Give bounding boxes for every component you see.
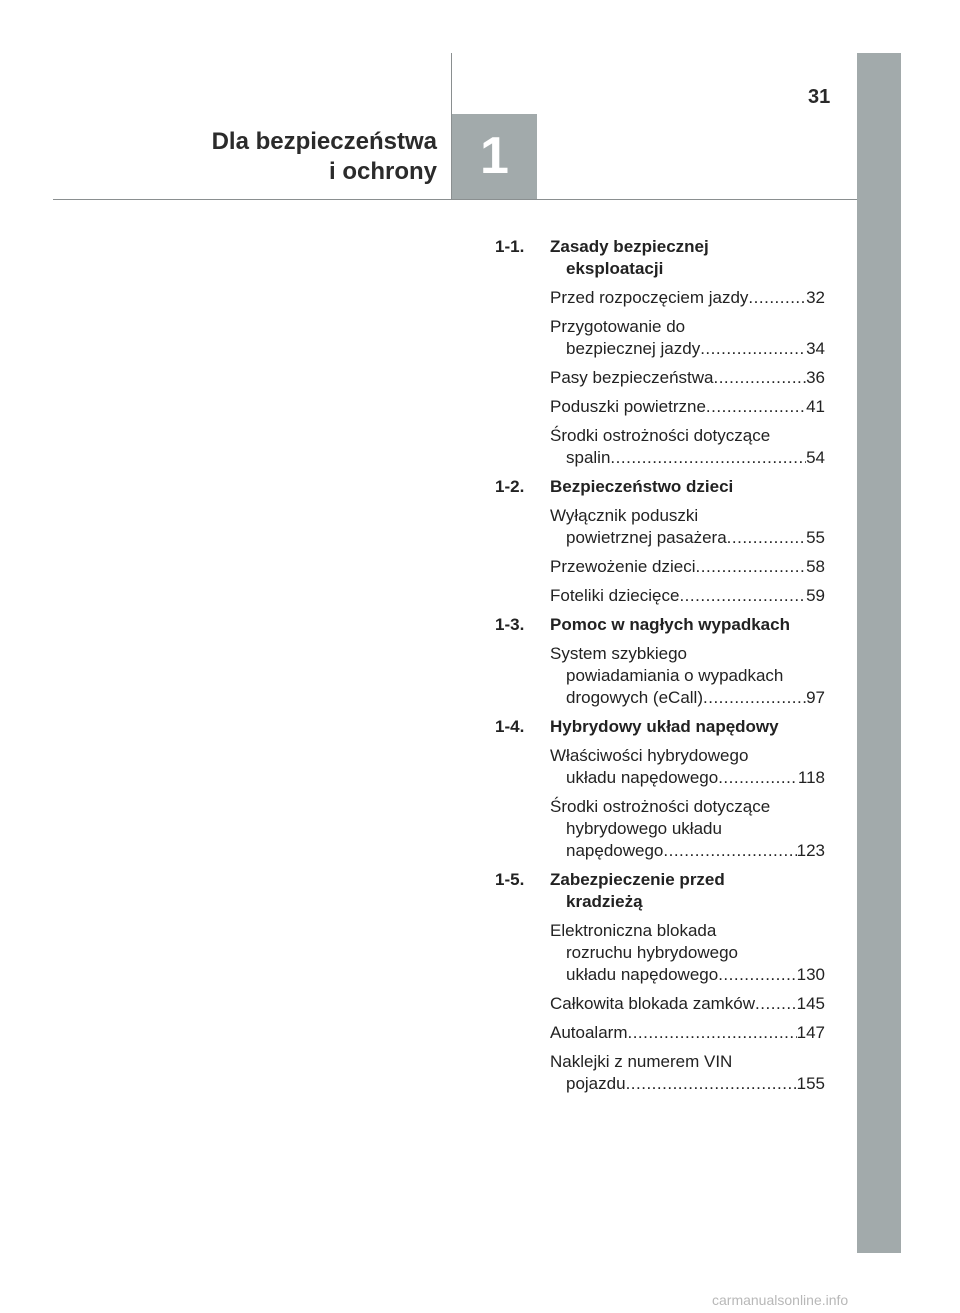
toc-entry-text: Foteliki dziecięce — [550, 586, 680, 605]
dot-leader — [706, 396, 806, 418]
toc-entry[interactable] — [550, 396, 825, 418]
toc-entry-page: 147 — [796, 1023, 825, 1042]
toc-entry-text: Całkowita blokada zamków — [550, 994, 756, 1013]
chapter-title — [212, 127, 437, 187]
toc-entry-text: układu napędowego — [566, 965, 719, 984]
toc-section — [495, 614, 825, 709]
toc-entry-text: Właściwości hybrydowego — [550, 746, 749, 765]
dot-leader — [700, 338, 806, 360]
section-number: 1-5. — [495, 870, 525, 889]
section-title-line: eksploatacji — [566, 259, 664, 278]
toc-entry-page: 145 — [796, 994, 825, 1013]
toc-entry-text: pojazdu — [566, 1074, 626, 1093]
dot-leader — [718, 964, 796, 986]
section-heading[interactable] — [495, 476, 825, 498]
toc-entry[interactable] — [550, 1022, 825, 1044]
section-title-line: Bezpieczeństwo dzieci — [550, 477, 734, 496]
toc-entry[interactable] — [550, 993, 825, 1015]
toc-entry-text: Środki ostrożności dotyczące — [550, 426, 771, 445]
toc-entry[interactable] — [550, 796, 825, 862]
toc-entry-text: powiadamiania o wypadkach — [566, 666, 784, 685]
toc-entry-text: Naklejki z numerem VIN — [550, 1052, 733, 1071]
toc-entry-text: Środki ostrożności dotyczące — [550, 797, 771, 816]
page-number: 31 — [808, 86, 831, 108]
toc-entry[interactable] — [550, 643, 825, 709]
section-title-line: Pomoc w nagłych wypadkach — [550, 615, 790, 634]
dot-leader — [713, 367, 806, 389]
toc-entry-page: 55 — [806, 528, 825, 547]
section-heading[interactable] — [495, 869, 825, 913]
toc-section — [495, 236, 825, 469]
dot-leader — [718, 767, 798, 789]
toc-entry-page: 59 — [806, 586, 825, 605]
chapter-title-line1: Dla bezpieczeństwa — [211, 128, 437, 155]
dot-leader — [696, 556, 807, 578]
dot-leader — [748, 287, 806, 309]
toc-entry-text: Przed rozpoczęciem jazdy — [550, 288, 749, 307]
dot-leader — [610, 447, 806, 469]
dot-leader — [626, 1073, 797, 1095]
toc-entry-page: 41 — [806, 397, 825, 416]
toc-entry-text: Wyłącznik poduszki — [550, 506, 699, 525]
header-horizontal-rule — [53, 199, 857, 200]
toc-entry-page: 36 — [806, 368, 825, 387]
toc-entry-text: spalin — [566, 448, 611, 467]
toc-entry-page: 97 — [806, 688, 825, 707]
toc-entry-page: 130 — [796, 965, 825, 984]
toc-entry-text: rozruchu hybrydowego — [566, 943, 738, 962]
toc-entry[interactable] — [550, 1051, 825, 1095]
toc-entry-page: 54 — [806, 448, 825, 467]
toc-entry-text: Elektroniczna blokada — [550, 921, 717, 940]
toc-entry[interactable] — [550, 556, 825, 578]
toc-entry-page: 155 — [796, 1074, 825, 1093]
section-number: 1-4. — [495, 717, 525, 736]
toc-entry[interactable] — [550, 425, 825, 469]
toc-entry[interactable] — [550, 287, 825, 309]
section-heading[interactable] — [495, 716, 825, 738]
toc-entry[interactable] — [550, 505, 825, 549]
section-title — [550, 614, 790, 636]
section-title — [550, 476, 733, 498]
toc-entry-text: System szybkiego — [550, 644, 687, 663]
toc-entry-page: 123 — [796, 841, 825, 860]
section-title-line: kradzieżą — [566, 892, 643, 911]
section-number: 1-3. — [495, 615, 525, 634]
section-heading[interactable] — [495, 614, 825, 636]
toc-entry-text: napędowego — [566, 841, 664, 860]
toc-section — [495, 716, 825, 862]
toc-entry-page: 58 — [806, 557, 825, 576]
toc-entry-text: układu napędowego — [566, 768, 719, 787]
dot-leader — [627, 1022, 796, 1044]
toc-entry-text: Poduszki powietrzne — [550, 397, 706, 416]
dot-leader — [703, 687, 806, 709]
toc-entry-text: Przygotowanie do — [550, 317, 686, 336]
dot-leader — [663, 840, 796, 862]
toc-section — [495, 869, 825, 1095]
section-number: 1-2. — [495, 477, 525, 496]
chapter-title-line2: i ochrony — [328, 158, 437, 185]
dot-leader — [727, 527, 806, 549]
toc-entry-page: 32 — [806, 288, 825, 307]
chapter-sidebar-tab — [857, 53, 901, 1253]
toc-entry[interactable] — [550, 367, 825, 389]
section-title — [550, 236, 709, 280]
section-title — [550, 869, 725, 913]
section-title-line: Zabezpieczenie przed — [550, 870, 725, 889]
toc-entry-text: bezpiecznej jazdy — [566, 339, 701, 358]
toc-entry[interactable] — [550, 585, 825, 607]
section-title-line: Hybrydowy układ napędowy — [550, 717, 779, 736]
toc-entry[interactable] — [550, 316, 825, 360]
toc-entry-page: 118 — [797, 768, 825, 787]
toc-section — [495, 476, 825, 607]
dot-leader — [755, 993, 797, 1015]
toc-entry-text: Przewożenie dzieci — [550, 557, 696, 576]
table-of-contents — [495, 236, 825, 1102]
toc-entry-text: powietrznej pasażera — [566, 528, 727, 547]
chapter-number-badge: 1 — [452, 114, 537, 199]
toc-entry[interactable] — [550, 920, 825, 986]
section-title-line: Zasady bezpiecznej — [550, 237, 709, 256]
toc-entry-text: drogowych (eCall) — [566, 688, 703, 707]
section-heading[interactable] — [495, 236, 825, 280]
watermark: carmanualsonline.info — [712, 1292, 849, 1308]
toc-entry-page: 34 — [806, 339, 825, 358]
dot-leader — [679, 585, 806, 607]
toc-entry-text: Pasy bezpieczeństwa — [550, 368, 714, 387]
toc-entry-text: hybrydowego układu — [566, 819, 722, 838]
toc-entry-text: Autoalarm — [550, 1023, 628, 1042]
section-number: 1-1. — [495, 237, 525, 256]
section-title — [550, 716, 779, 738]
toc-entry[interactable] — [550, 745, 825, 789]
